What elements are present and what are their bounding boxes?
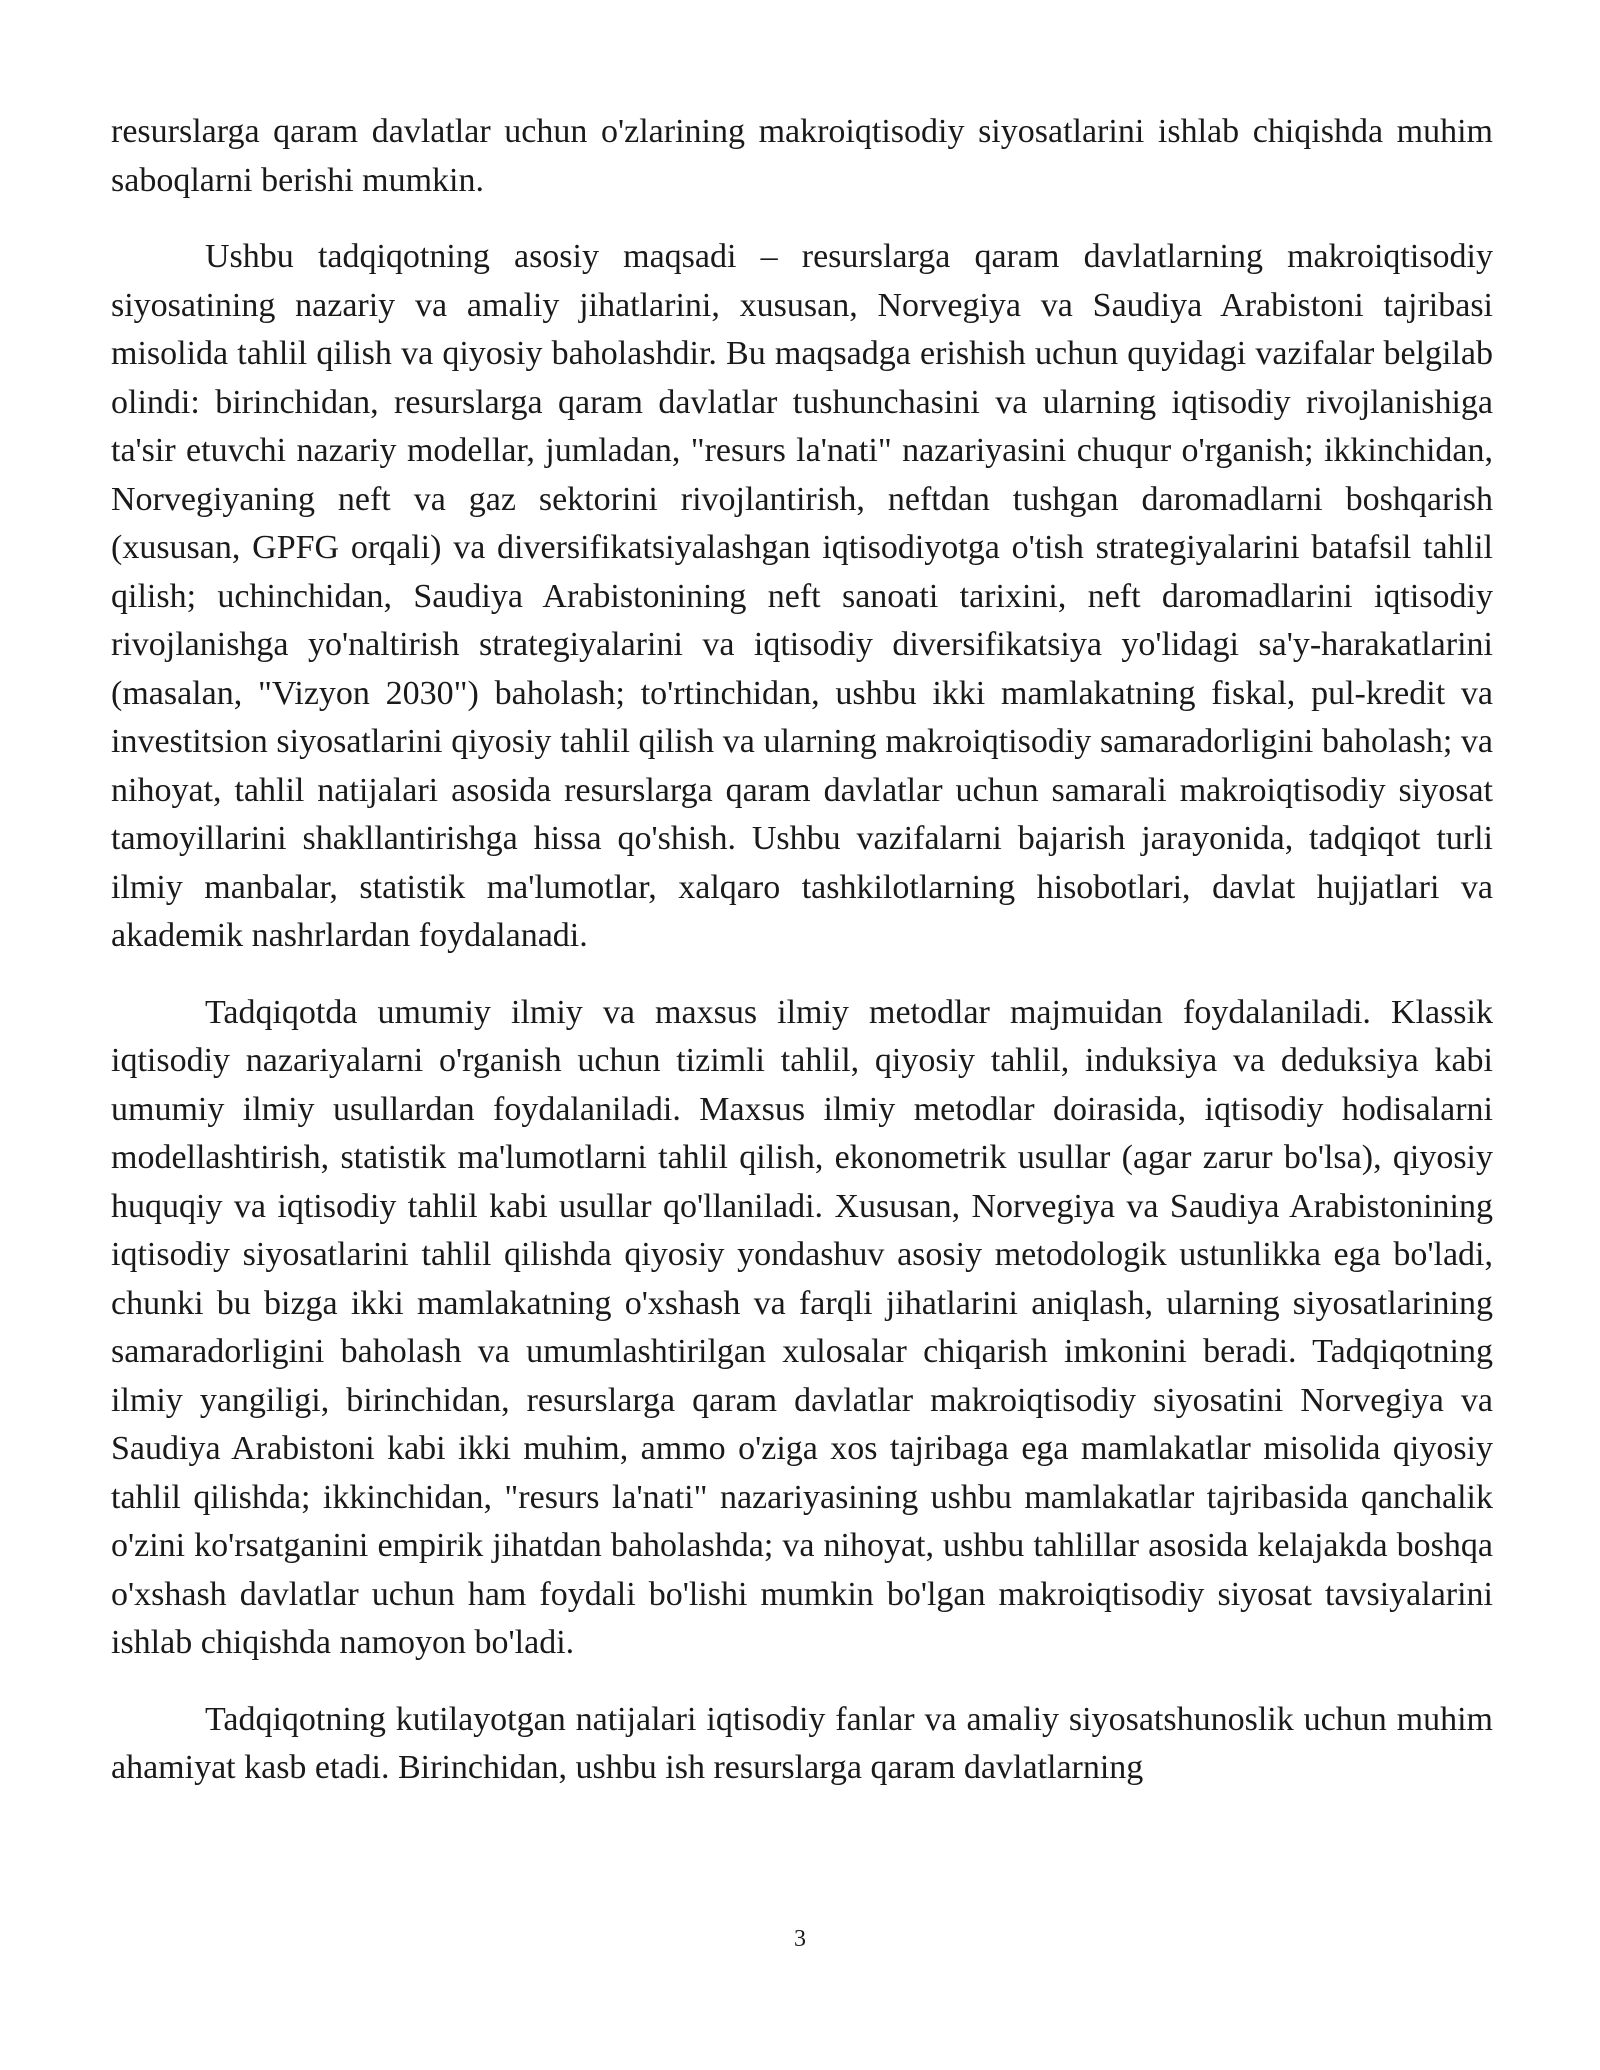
paragraph-research-goal: Ushbu tadqiqotning asosiy maqsadi – resurslarga qaram davlatlarning makroiqtisodiy siyosatining nazariy va amaliy jihatlarini, xususan, Norvegiya va Saudiya Arabistoni tajribasi misolida tahlil qilish va qiyosiy baholashdir. Bu maqsadga erishish uchun quyidagi vazifalar belgilab olindi: birinchidan, resurslarga qaram davlatlar tushunchasini va ularning iqtisodiy rivojlanishiga ta'sir etuvchi nazariy modellar, jumladan, "resurs la'nati" nazariyasini chuqur o'rganish; ikkinchidan, Norvegiyaning neft va gaz sektorini rivojlantirish, neftdan tushgan daromadlarni boshqarish (xususan, GPFG orqali) va diversifikatsiyalashgan iqtisodiyotga o'tish strategiyalarini batafsil tahlil qilish; uchinchidan, Saudiya Arabistonining neft sanoati tarixini, neft daromadlarini iqtisodiy rivojlanishga yo'naltirish strategiyalarini va iqtisodiy diversifikatsiya yo'lidagi sa'y-harakatlarini (masalan, "Vizyon 2030") baholash; to'rtinchidan, ushbu ikki mamlakatning fiskal, pul-kredit va investitsion siyosatlarini qiyosiy tahlil qilish va ularning makroiqtisodiy samaradorligini baholash; va nihoyat, tahlil natijalari asosida resurslarga qaram davlatlar uchun samarali makroiqtisodiy siyosat tamoyillarini shakllantirishga hissa qo'shish. Ushbu vazifalarni bajarish jarayonida, tadqiqot turli ilmiy manbalar, statistik ma'lumotlar, xalqaro tashkilotlarning hisobotlari, davlat hujjatlari va akademik nashrlardan foydalanadi. <box>111 238 1493 954</box>
page-number: 3 <box>794 1926 806 1952</box>
paragraph-continuation: resurslarga qaram davlatlar uchun o'zlarining makroiqtisodiy siyosatlarini ishlab chiqishda muhim saboqlarni berishi mumkin. <box>111 113 1493 199</box>
paragraph-methodology: Tadqiqotda umumiy ilmiy va maxsus ilmiy metodlar majmuidan foydalaniladi. Klassik iqtisodiy nazariyalarni o'rganish uchun tizimli tahlil, qiyosiy tahlil, induksiya va deduksiya kabi umumiy ilmiy usullardan foydalaniladi. Maxsus ilmiy metodlar doirasida, iqtisodiy hodisalarni modellashtirish, statistik ma'lumotlarni tahlil qilish, ekonometrik usullar (agar zarur bo'lsa), qiyosiy huquqiy va iqtisodiy tahlil kabi usullar qo'llaniladi. Xususan, Norvegiya va Saudiya Arabistonining iqtisodiy siyosatlarini tahlil qilishda qiyosiy yondashuv asosiy metodologik ustunlikka ega bo'ladi, chunki bu bizga ikki mamlakatning o'xshash va farqli jihatlarini aniqlash, ularning siyosatlarining samaradorligini baholash va umumlashtirilgan xulosalar chiqarish imkonini beradi. Tadqiqotning ilmiy yangiligi, birinchidan, resurslarga qaram davlatlar makroiqtisodiy siyosatini Norvegiya va Saudiya Arabistoni kabi ikki muhim, ammo o'ziga xos tajribaga ega mamlakatlar misolida qiyosiy tahlil qilishda; ikkinchidan, "resurs la'nati" nazariyasining ushbu mamlakatlar tajribasida qanchalik o'zini ko'rsatganini empirik jihatdan baholashda; va nihoyat, ushbu tahlillar asosida kelajakda boshqa o'xshash davlatlar uchun ham foydali bo'lishi mumkin bo'lgan makroiqtisodiy siyosat tavsiyalarini ishlab chiqishda namoyon bo'ladi. <box>111 993 1493 1661</box>
paragraph-expected-results: Tadqiqotning kutilayotgan natijalari iqtisodiy fanlar va amaliy siyosatshunoslik uchun muhim ahamiyat kasb etadi. Birinchidan, ushbu ish resurslarga qaram davlatlarning <box>111 1700 1493 1786</box>
document-body <box>111 108 1493 1821</box>
